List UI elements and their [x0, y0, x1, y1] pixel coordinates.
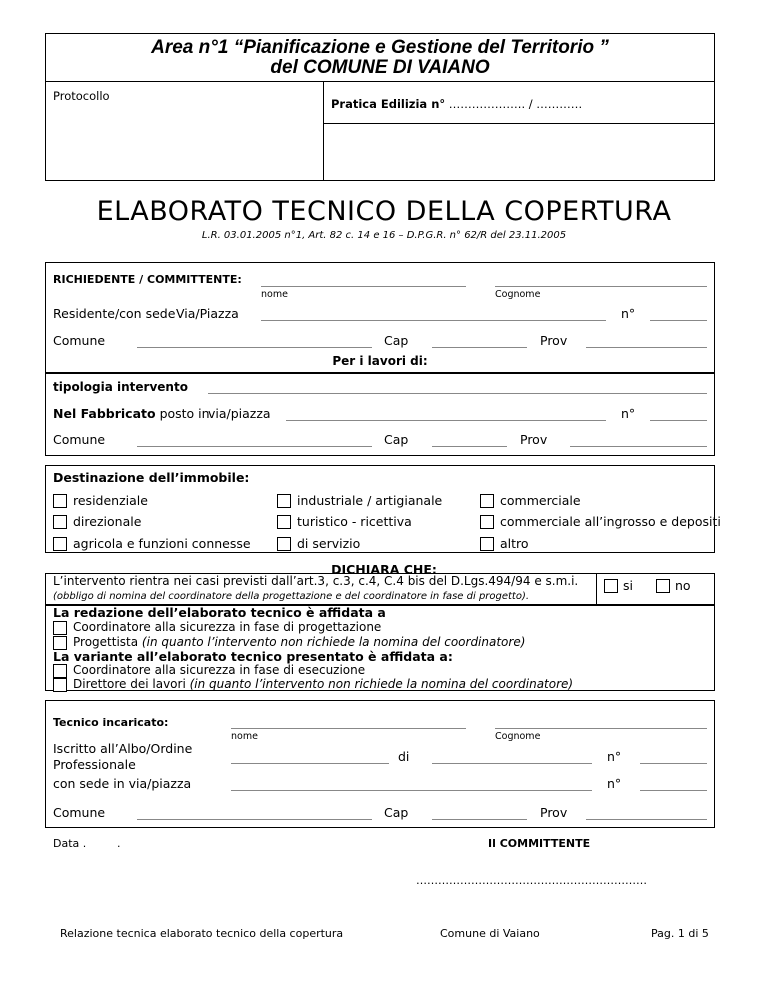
dichiara-text: L’intervento rientra nei casi previsti dall’art.3, c.3, c.4, C.4 bis del D.Lgs.494/94 e s.m.i. — [53, 574, 579, 588]
document-title: ELABORATO TECNICO DELLA COPERTURA — [96, 196, 672, 227]
fabbricato-cap-input[interactable] — [432, 446, 507, 447]
header-title-line2: del COMUNE DI VAIANO — [270, 57, 490, 78]
checkbox-industriale[interactable] — [277, 494, 291, 508]
richiedente-comune-input[interactable] — [137, 347, 372, 348]
fabbricato-numero-input[interactable] — [650, 420, 707, 421]
richiedente-cap-input[interactable] — [432, 347, 527, 348]
tecnico-cap-label: Cap — [384, 805, 409, 820]
header-hdivider — [323, 123, 715, 124]
tipologia-input[interactable] — [208, 393, 707, 394]
nome-caption: nome — [261, 289, 288, 300]
per-i-lavori-label: Per i lavori di: — [332, 354, 428, 368]
di-label: di — [398, 749, 410, 764]
albo-numero-label: n° — [607, 749, 622, 764]
checkbox-direzionale[interactable] — [53, 515, 67, 529]
fabbricato-comune-input[interactable] — [137, 446, 372, 447]
protocollo-label: Protocollo — [53, 89, 110, 103]
checkbox-coord-progettazione[interactable] — [53, 621, 67, 635]
checkbox-direttore-lavori[interactable] — [53, 678, 67, 692]
cap-label: Cap — [384, 333, 409, 348]
fabbricato-bold: Nel Fabbricato — [53, 406, 156, 421]
checkbox-coord-esecuzione[interactable] — [53, 664, 67, 678]
tipologia-label: tipologia intervento — [53, 380, 188, 394]
checkbox-commerciale-ingrosso[interactable] — [480, 515, 494, 529]
residente-label: Residente/con sede — [53, 306, 176, 321]
label-industriale: industriale / artigianale — [297, 493, 443, 508]
direttore-row — [73, 677, 573, 691]
richiedente-heading: RICHIEDENTE / COMMITTENTE: — [53, 273, 242, 286]
pratica-edilizia-field[interactable] — [331, 97, 582, 111]
iscritto-line2: Professionale — [53, 757, 136, 772]
tecnico-comune-label: Comune — [53, 805, 106, 820]
destinazione-heading: Destinazione dell’immobile: — [53, 470, 250, 485]
label-coord-progettazione: Coordinatore alla sicurezza in fase di progettazione — [73, 620, 382, 634]
tecnico-heading: Tecnico incaricato: — [53, 716, 169, 729]
signature-line[interactable]: ……………………………………………………… — [416, 874, 647, 887]
footer-left: Relazione tecnica elaborato tecnico della copertura — [60, 927, 344, 940]
fabbricato-prov-input[interactable] — [570, 446, 707, 447]
checkbox-agricola[interactable] — [53, 537, 67, 551]
fabbricato-via-label: via/piazza — [208, 406, 271, 421]
prov-label: Prov — [540, 333, 568, 348]
header-divider — [45, 81, 715, 82]
iscritto-line1: Iscritto all’Albo/Ordine — [53, 741, 193, 756]
tecnico-cognome-caption: Cognome — [495, 731, 541, 742]
document-subtitle: L.R. 03.01.2005 n°1, Art. 82 c. 14 e 16 – D.P.G.R. n° 62/R del 23.11.2005 — [201, 230, 567, 241]
label-turistico: turistico - ricettiva — [297, 514, 412, 529]
label-si: si — [623, 578, 633, 593]
fabbricato-comune-label: Comune — [53, 432, 106, 447]
committente-label: Il COMMITTENTE — [488, 837, 591, 850]
direttore-note: (in quanto l’intervento non richiede la nomina del coordinatore) — [189, 677, 574, 691]
via-piazza-label: Via/Piazza — [176, 306, 239, 321]
tecnico-nome-caption: nome — [231, 731, 258, 742]
tecnico-box — [45, 700, 715, 828]
numero-label: n° — [621, 306, 636, 321]
checkbox-no[interactable] — [656, 579, 670, 593]
fabbricato-cap-label: Cap — [384, 432, 409, 447]
richiedente-numero-input[interactable] — [650, 320, 707, 321]
pratica-label: Pratica Edilizia n° — [331, 97, 446, 111]
label-coord-esecuzione: Coordinatore alla sicurezza in fase di esecuzione — [73, 663, 366, 677]
label-residenziale: residenziale — [73, 493, 148, 508]
fabbricato-numero-label: n° — [621, 406, 636, 421]
label-direzionale: direzionale — [73, 514, 142, 529]
label-no: no — [675, 578, 691, 593]
richiedente-cognome-input[interactable] — [495, 286, 707, 287]
checkbox-commerciale[interactable] — [480, 494, 494, 508]
dichiara-heading: DICHIARA CHE: — [331, 562, 437, 577]
sede-label: con sede in via/piazza — [53, 776, 192, 791]
label-di-servizio: di servizio — [297, 536, 361, 551]
tecnico-prov-label: Prov — [540, 805, 568, 820]
label-progettista: Progettista — [73, 635, 139, 649]
header-vdivider — [323, 81, 324, 181]
footer-page: Pag. 1 di 5 — [651, 927, 709, 940]
richiedente-via-input[interactable] — [261, 320, 606, 321]
checkbox-si[interactable] — [604, 579, 618, 593]
label-commerciale-ingrosso: commerciale all’ingrosso e depositi — [500, 514, 721, 529]
dichiara-vdivider — [596, 573, 597, 605]
comune-label: Comune — [53, 333, 106, 348]
label-commerciale: commerciale — [500, 493, 581, 508]
data-dot[interactable]: . — [117, 837, 121, 850]
checkbox-turistico[interactable] — [277, 515, 291, 529]
checkbox-residenziale[interactable] — [53, 494, 67, 508]
redazione-heading: La redazione dell’elaborato tecnico è affidata a — [53, 605, 386, 620]
footer-center: Comune di Vaiano — [440, 927, 540, 940]
tecnico-numero-label: n° — [607, 776, 622, 791]
label-direttore-lavori: Direttore dei lavori — [73, 677, 186, 691]
richiedente-prov-input[interactable] — [586, 347, 707, 348]
progettista-note: (in quanto l’intervento non richiede la nomina del coordinatore) — [141, 635, 526, 649]
label-altro: altro — [500, 536, 529, 551]
fabbricato-rest: posto in — [159, 406, 210, 421]
fabbricato-prov-label: Prov — [520, 432, 548, 447]
variante-heading: La variante all’elaborato tecnico presentato è affidata a: — [53, 649, 453, 664]
dichiara-note: (obbligo di nomina del coordinatore della progettazione e del coordinatore in fase di progetto). — [53, 591, 530, 602]
data-label: Data . — [53, 837, 87, 850]
fabbricato-label — [53, 406, 210, 421]
progettista-row — [73, 635, 525, 649]
cognome-caption: Cognome — [495, 289, 541, 300]
header-title-line1: Area n°1 “Pianificazione e Gestione del Territorio ” — [151, 37, 609, 58]
checkbox-progettista[interactable] — [53, 636, 67, 650]
label-agricola: agricola e funzioni connesse — [73, 536, 251, 551]
richiedente-nome-input[interactable] — [261, 286, 466, 287]
pratica-value: ……………….. / ………… — [448, 97, 583, 111]
fabbricato-via-input[interactable] — [286, 420, 606, 421]
checkbox-di-servizio[interactable] — [277, 537, 291, 551]
checkbox-altro[interactable] — [480, 537, 494, 551]
